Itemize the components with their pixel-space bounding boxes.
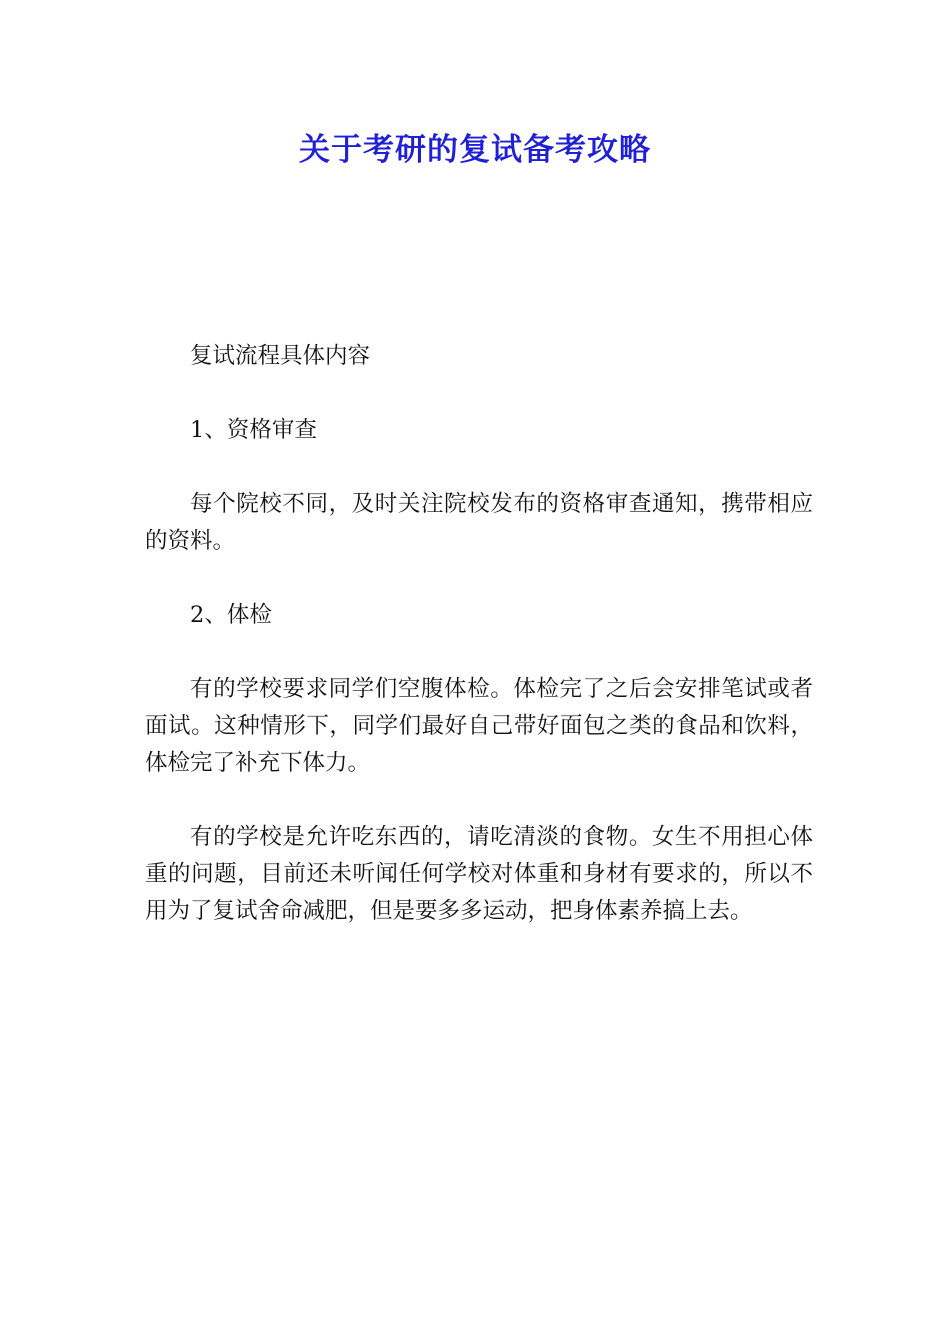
- section-heading-qualification: 1、资格审查: [190, 417, 317, 443]
- paragraph-physical-exam-1: 有的学校要求同学们空腹体检。体检完了之后会安排笔试或者面试。这种情形下，同学们最好自己带好面包之类的食品和饮料，体检完了补充下体力。: [145, 676, 813, 776]
- paragraph-physical-exam-2: 有的学校是允许吃东西的，请吃清淡的食物。女生不用担心体重的问题，目前还未听闻任何学校对体重和身材有要求的，所以不用为了复试舍命减肥，但是要多多运动，把身体素养搞上去。: [145, 824, 813, 924]
- document-body: [145, 338, 813, 967]
- page-title: 关于考研的复试备考攻略: [299, 132, 651, 168]
- section-heading-physical-exam: 2、体检: [190, 602, 272, 628]
- section-heading-process: 复试流程具体内容: [190, 343, 371, 369]
- paragraph-qualification: 每个院校不同，及时关注院校发布的资格审查通知，携带相应的资料。: [145, 491, 813, 554]
